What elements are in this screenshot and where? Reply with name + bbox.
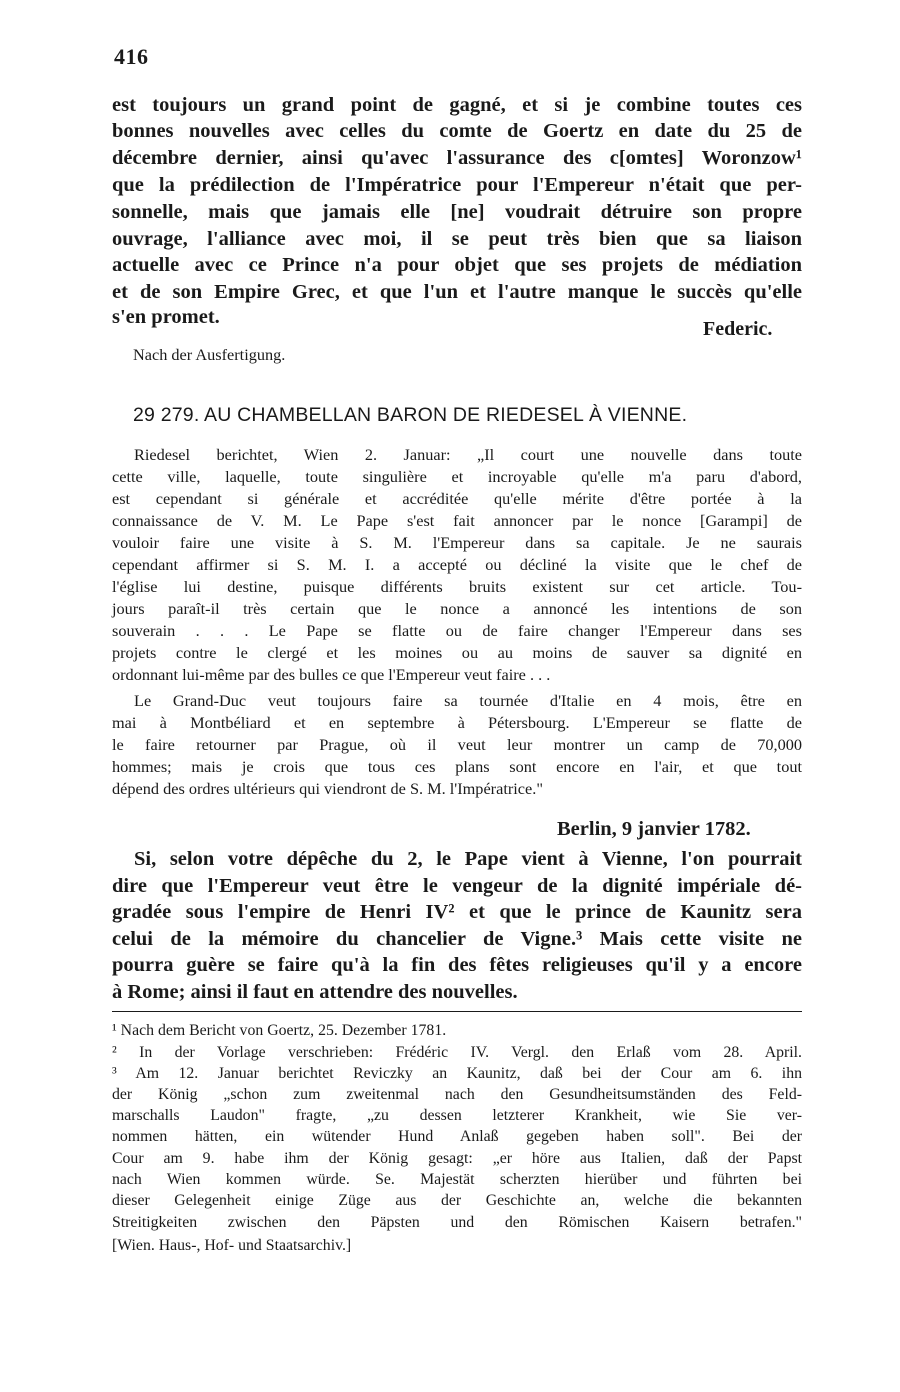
footnote-line: ³ Am 12. Januar berichtet Reviczky an Kaunitz, daß bei der Cour am 6. ihn bbox=[112, 1065, 802, 1082]
report-line: projets contre le clergé et les moines ou au moins de sauver sa dignité en bbox=[112, 643, 802, 662]
body-line: gradée sous l'empire de Henri IV² et que le prince de Kaunitz sera bbox=[112, 901, 802, 923]
footnote-line: Streitigkeiten zwischen den Päpsten und den Römischen Kaisern betrafen." bbox=[112, 1214, 802, 1231]
report-line: cependant affirmer si S. M. I. a accepté ou décliné la visite que le chef de bbox=[112, 555, 802, 574]
footnote-line: nommen hätten, ein wütender Hund Anlaß gegeben haben soll". Bei der bbox=[112, 1128, 802, 1145]
footnote-line: marschalls Laudon" fragte, „zu dessen letzterer Krankheit, wie Sie ver- bbox=[112, 1107, 802, 1124]
source-note: Nach der Ausfertigung. bbox=[133, 345, 286, 364]
report-line: le faire retourner par Prague, où il veut leur montrer un camp de 70,000 bbox=[112, 735, 802, 754]
letter-line: est toujours un grand point de gagné, et si je combine toutes ces bbox=[112, 94, 802, 116]
report-line: Riedesel berichtet, Wien 2. Januar: „Il court une nouvelle dans toute bbox=[134, 445, 802, 464]
signature: Federic. bbox=[703, 318, 773, 340]
report-line: jours paraît-il très certain que le nonce a annoncé les intentions de son bbox=[112, 599, 802, 618]
letter-line: ouvrage, l'alliance avec moi, il se peut très bien que sa liaison bbox=[112, 228, 802, 250]
body-line: à Rome; ainsi il faut en attendre des nouvelles. bbox=[112, 981, 518, 1003]
document-heading: 29 279. AU CHAMBELLAN BARON DE RIEDESEL À VIENNE. bbox=[133, 404, 688, 426]
footnote-line: ² In der Vorlage verschrieben: Frédéric IV. Vergl. den Erlaß vom 28. April. bbox=[112, 1044, 802, 1061]
report-line: Le Grand-Duc veut toujours faire sa tournée d'Italie en 4 mois, être en bbox=[134, 691, 802, 710]
report-line: hommes; mais je crois que tous ces plans sont encore en l'air, et que tout bbox=[112, 757, 802, 776]
report-line: cette ville, laquelle, toute singulière et incroyable qu'elle m'a paru d'abord, bbox=[112, 467, 802, 486]
report-line: connaissance de V. M. Le Pape s'est fait annoncer par le nonce [Garampi] de bbox=[112, 511, 802, 530]
footnote-line: Cour am 9. habe ihm der König gesagt: „er höre aus Italien, daß der Papst bbox=[112, 1150, 802, 1167]
letter-line: s'en promet. bbox=[112, 306, 220, 328]
report-line: ordonnant lui-même par des bulles ce que l'Empereur veut faire . . . bbox=[112, 665, 551, 684]
report-line: souverain . . . Le Pape se flatte ou de faire changer l'Empereur dans ses bbox=[112, 621, 802, 640]
body-line: Si, selon votre dépêche du 2, le Pape vient à Vienne, l'on pourrait bbox=[134, 848, 802, 870]
report-line: vouloir faire une visite à S. M. l'Empereur dans sa capitale. Je ne saurais bbox=[112, 533, 802, 552]
report-line: l'église lui destine, puisque différents bruits existent sur cet article. Tou- bbox=[112, 577, 802, 596]
body-line: pourra guère se faire qu'à la fin des fêtes religieuses qu'il y a encore bbox=[112, 954, 802, 976]
body-line: dire que l'Empereur veut être le vengeur de la dignité impériale dé- bbox=[112, 875, 802, 897]
page-number: 416 bbox=[114, 44, 149, 69]
footnote-line: der König „schon zum zweitenmal nach den Gesundheitsumständen des Feld- bbox=[112, 1086, 802, 1103]
letter-line: sonnelle, mais que jamais elle [ne] voudrait détruire son propre bbox=[112, 201, 802, 223]
footnote-rule bbox=[112, 1011, 802, 1012]
dateline: Berlin, 9 janvier 1782. bbox=[557, 818, 751, 840]
footnote-line: [Wien. Haus-, Hof- und Staatsarchiv.] bbox=[112, 1237, 352, 1254]
letter-line: et de son Empire Grec, et que l'un et l'autre manque le succès qu'elle bbox=[112, 281, 802, 303]
letter-line: décembre dernier, ainsi qu'avec l'assurance des c[omtes] Woronzow¹ bbox=[112, 147, 802, 169]
report-line: dépend des ordres ultérieurs qui viendront de S. M. l'Impératrice." bbox=[112, 779, 543, 798]
footnote-line: dieser Gelegenheit einige Züge aus der Geschichte an, welche die bekannten bbox=[112, 1192, 802, 1209]
body-line: celui de la mémoire du chancelier de Vigne.³ Mais cette visite ne bbox=[112, 928, 802, 950]
letter-line: que la prédilection de l'Impératrice pour l'Empereur n'était que per- bbox=[112, 174, 802, 196]
report-line: mai à Montbéliard et en septembre à Pétersbourg. L'Empereur se flatte de bbox=[112, 713, 802, 732]
report-line: est cependant si générale et accréditée qu'elle mérite d'être portée à la bbox=[112, 489, 802, 508]
letter-line: actuelle avec ce Prince n'a pour objet que ses projets de médiation bbox=[112, 254, 802, 276]
footnote-line: ¹ Nach dem Bericht von Goertz, 25. Dezember 1781. bbox=[112, 1022, 447, 1039]
footnote-line: nach Wien kommen würde. Se. Majestät scherzten hierüber und führten bei bbox=[112, 1171, 802, 1188]
letter-line: bonnes nouvelles avec celles du comte de Goertz en date du 25 de bbox=[112, 120, 802, 142]
